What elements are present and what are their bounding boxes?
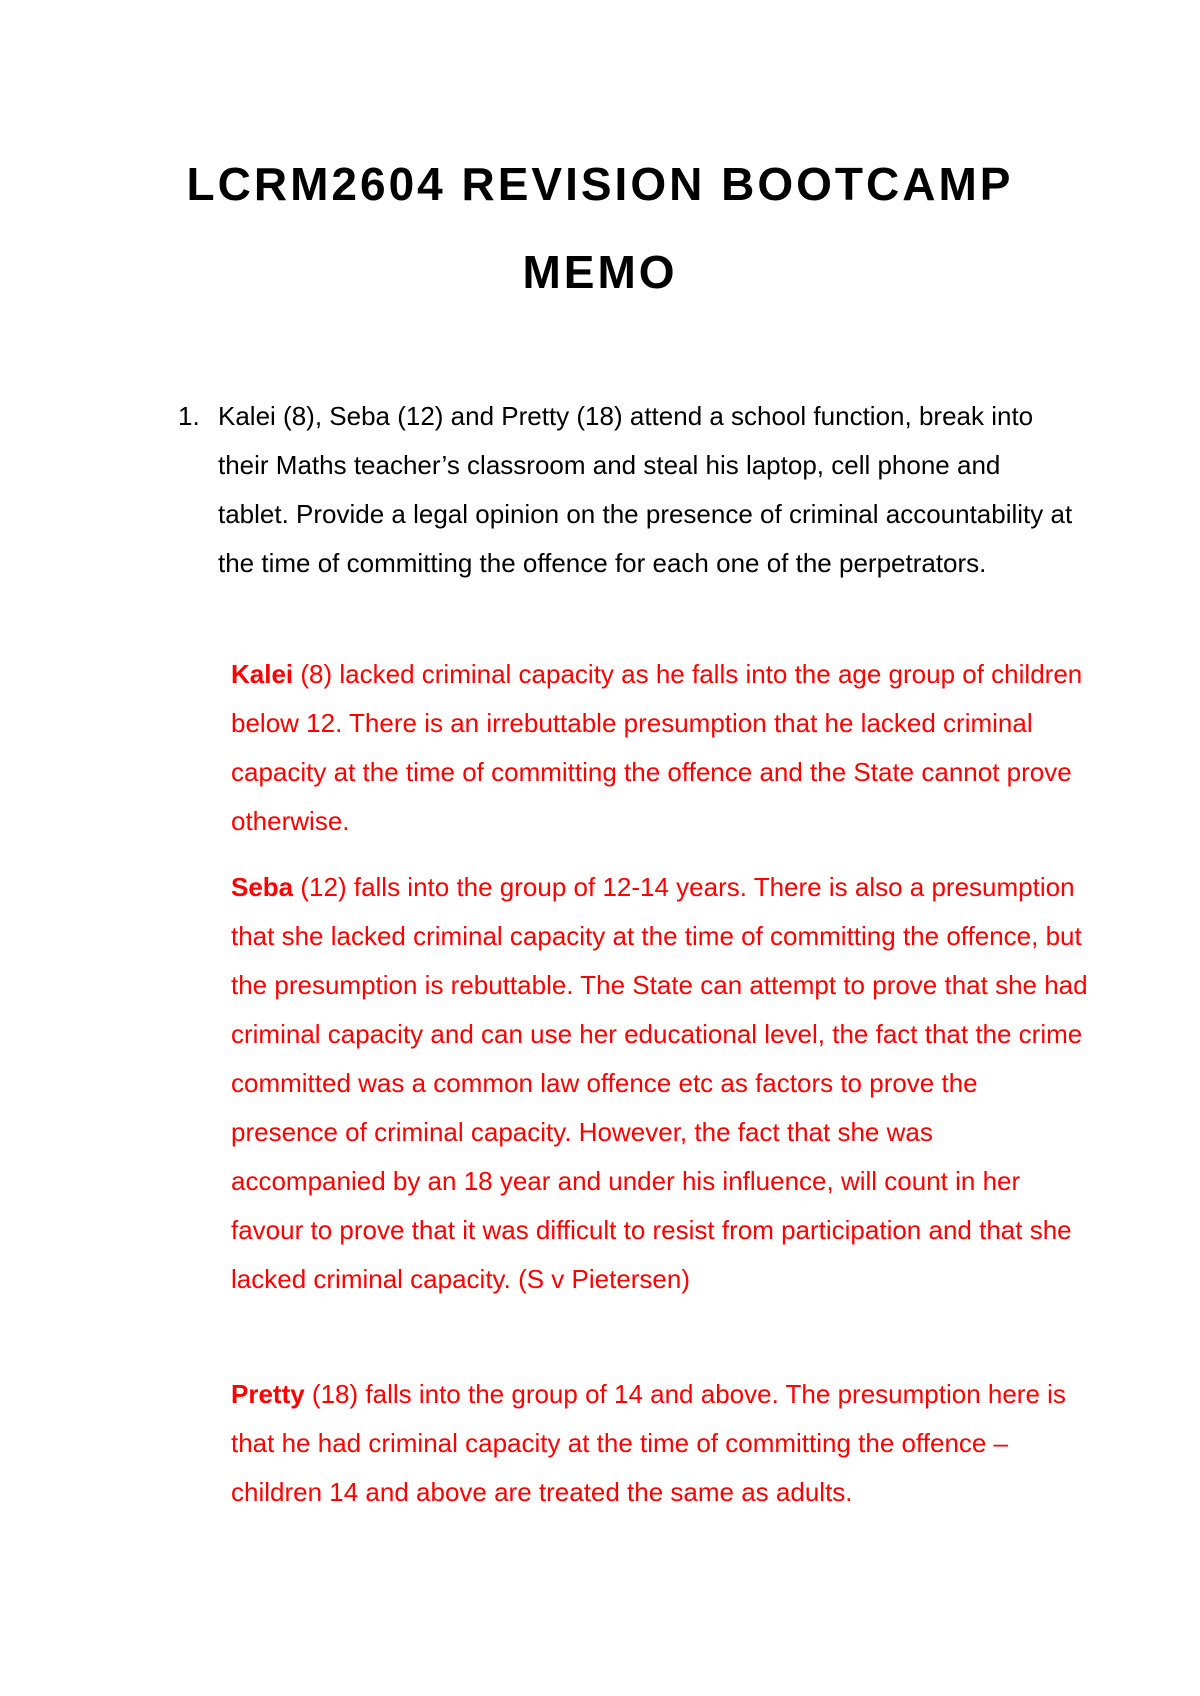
answer-seba	[231, 863, 1091, 1304]
answer-pretty	[231, 1370, 1091, 1517]
answer-name-kalei: Kalei	[231, 659, 294, 689]
question-text: Kalei (8), Seba (12) and Pretty (18) attend a school function, break into their Maths teacher’s classroom and steal his laptop, cell phone and tablet. Provide a legal opinion on the presence of criminal accountability at the time of committing the offence for each one of the perpetrators.	[218, 401, 1073, 578]
answer-kalei	[231, 650, 1091, 846]
document-title	[100, 140, 1100, 316]
question-1	[178, 392, 1078, 588]
answer-text-seba: (12) falls into the group of 12-14 years. There is also a presumption that she lacked criminal capacity at the time of committing the offence, but the presumption is rebuttable. The State can attempt to prove that she had criminal capacity and can use her educational level, the fact that the crime committed was a common law offence etc as factors to prove the presence of criminal capacity. However, the fact that she was accompanied by an 18 year and under his influence, will count in her favour to prove that it was difficult to resist from participation and that she lacked criminal capacity. (S v Pietersen)	[231, 872, 1088, 1294]
answer-text-kalei: (8) lacked criminal capacity as he falls into the age group of children below 12. There is an irrebuttable presumption that he lacked criminal capacity at the time of committing the offence and the State cannot prove otherwise.	[231, 659, 1083, 836]
answer-text-pretty: (18) falls into the group of 14 and above. The presumption here is that he had criminal capacity at the time of committing the offence – children 14 and above are treated the same as adults.	[231, 1379, 1066, 1507]
answer-name-pretty: Pretty	[231, 1379, 305, 1409]
title-line-1: LCRM2604 REVISION BOOTCAMP	[186, 158, 1014, 210]
answer-name-seba: Seba	[231, 872, 294, 902]
question-number: 1.	[178, 401, 200, 431]
title-line-2: MEMO	[522, 246, 678, 298]
